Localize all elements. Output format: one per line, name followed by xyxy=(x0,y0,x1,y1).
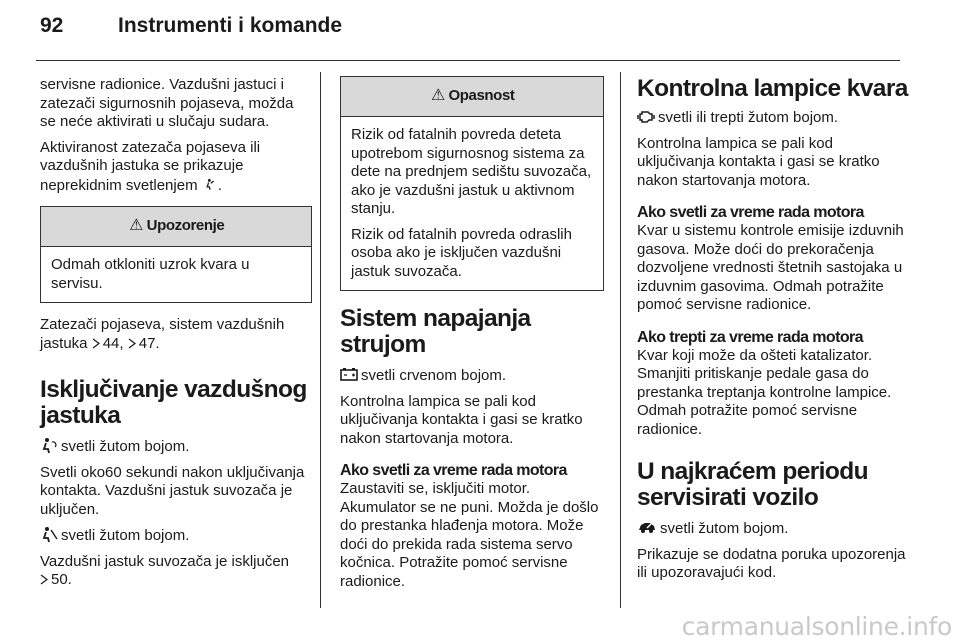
page-reference[interactable]: 50. xyxy=(51,571,72,588)
section-heading: Isključivanje vazdušnog jastuka xyxy=(40,376,307,429)
subsection-heading: Ako trepti za vreme rada motora xyxy=(637,328,863,346)
airbag-off-icon xyxy=(40,526,58,542)
page-number: 92 xyxy=(40,14,64,37)
paragraph: Vazdušni jastuk suvozača je isključen 50. xyxy=(40,552,290,588)
paragraph: Kvar koji može da ošteti katalizator. Smanjiti pritiskanje pedale gasa do prestanka treptanja kontrolne lampice. Odmah potražite pomoć servisne radionice. xyxy=(637,346,892,438)
paragraph: Kvar u sistemu kontrole emisije izduvnih gasova. Može doći do prekoračenja dozvoljene vrednosti štetnih sastojaka u izduvnim gasovima. Odmah potražite pomoć servisne radionice. xyxy=(637,222,904,313)
column-3 xyxy=(637,76,909,590)
page-reference[interactable]: 47. xyxy=(138,334,160,352)
page-reference-icon xyxy=(92,338,101,349)
column-separator xyxy=(620,72,621,608)
paragraph: Kontrolna lampica se pali kod uključivanja kontakta i gasi se kratko nakon startovanja motora. xyxy=(340,392,583,447)
paragraph: Zatezači pojaseva, sistem vazdušnih jastuka 44, 47. xyxy=(40,316,285,352)
warning-triangle-icon: ⚠ xyxy=(431,87,445,105)
danger-box xyxy=(340,76,604,291)
warning-header xyxy=(41,207,311,247)
airbag-seatbelt-icon xyxy=(205,176,218,192)
paragraph: Aktiviranost zatezača pojaseva ili vazdušnih jastuka se prikazuje neprekidnim svetlenjem . xyxy=(40,138,261,194)
paragraph: svetli žutom bojom. xyxy=(40,526,312,546)
paragraph: Svetli oko60 sekundi nakon uključivanja kontakta. Vazdušni jastuk suvozača je uključen. xyxy=(40,463,305,518)
engine-icon xyxy=(637,108,655,124)
danger-title: Opasnost xyxy=(448,87,515,105)
header-rule xyxy=(36,60,900,61)
warning-box xyxy=(40,206,312,303)
paragraph: svetli žutom bojom. xyxy=(40,437,312,457)
subsection-heading: Ako svetli za vreme rada motora xyxy=(637,204,864,221)
column-2 xyxy=(340,76,604,598)
page-reference-icon xyxy=(128,338,137,349)
page-reference[interactable]: 44, xyxy=(102,334,124,352)
section-heading: U najkraćem periodu servisirati vozilo xyxy=(637,458,868,511)
column-1 xyxy=(40,76,312,597)
car-service-icon xyxy=(637,519,657,535)
warning-triangle-icon: ⚠ xyxy=(129,217,144,235)
airbag-on-icon xyxy=(40,437,58,453)
section-heading: Kontrolna lampice kvara xyxy=(637,75,908,102)
page-reference-icon xyxy=(40,574,49,585)
paragraph: Zaustaviti se, isključiti motor. Akumulator se ne puni. Možda je došlo do prestanka hlađenja motora. Može doći do prekida rada sistema servo kočnica. Potražite pomoć servisne radionice. xyxy=(340,480,599,590)
paragraph: svetli ili trepti žutom bojom. xyxy=(637,108,909,128)
watermark: carmanualsonline.info xyxy=(681,612,952,641)
subsection-heading: Ako svetli za vreme rada motora xyxy=(340,462,567,479)
warning-text: Odmah otkloniti uzrok kvara u servisu. xyxy=(51,256,250,292)
warning-title: Upozorenje xyxy=(146,217,225,235)
paragraph: servisne radionice. Vazdušni jastuci i zatezači sigurnosnih pojaseva, možda se neće aktivirati u slučaju sudara. xyxy=(40,76,294,130)
danger-header xyxy=(341,77,603,117)
paragraph: Kontrolna lampica se pali kod uključivanja kontakta i gasi se kratko nakon startovanja motora. xyxy=(637,134,880,189)
paragraph: Prikazuje se dodatna poruka upozorenja ili upozoravajući kod. xyxy=(637,545,906,581)
paragraph: svetli žutom bojom. xyxy=(637,519,909,539)
danger-text: Rizik od fatalnih povreda odraslih osoba ako je isključen vazdušni jastuk suvozača. xyxy=(351,225,572,280)
column-separator xyxy=(320,72,321,608)
paragraph: svetli crvenom bojom. xyxy=(340,366,604,386)
danger-text: Rizik od fatalnih povreda deteta upotrebom sigurnosnog sistema za dete na prednjem sedištu suvozača, ako je vazdušni jastuk u aktivnom stanju. xyxy=(351,126,592,217)
battery-icon xyxy=(340,366,358,382)
section-heading: Sistem napajanja strujom xyxy=(340,305,531,358)
page-title: Instrumenti i komande xyxy=(118,14,343,37)
